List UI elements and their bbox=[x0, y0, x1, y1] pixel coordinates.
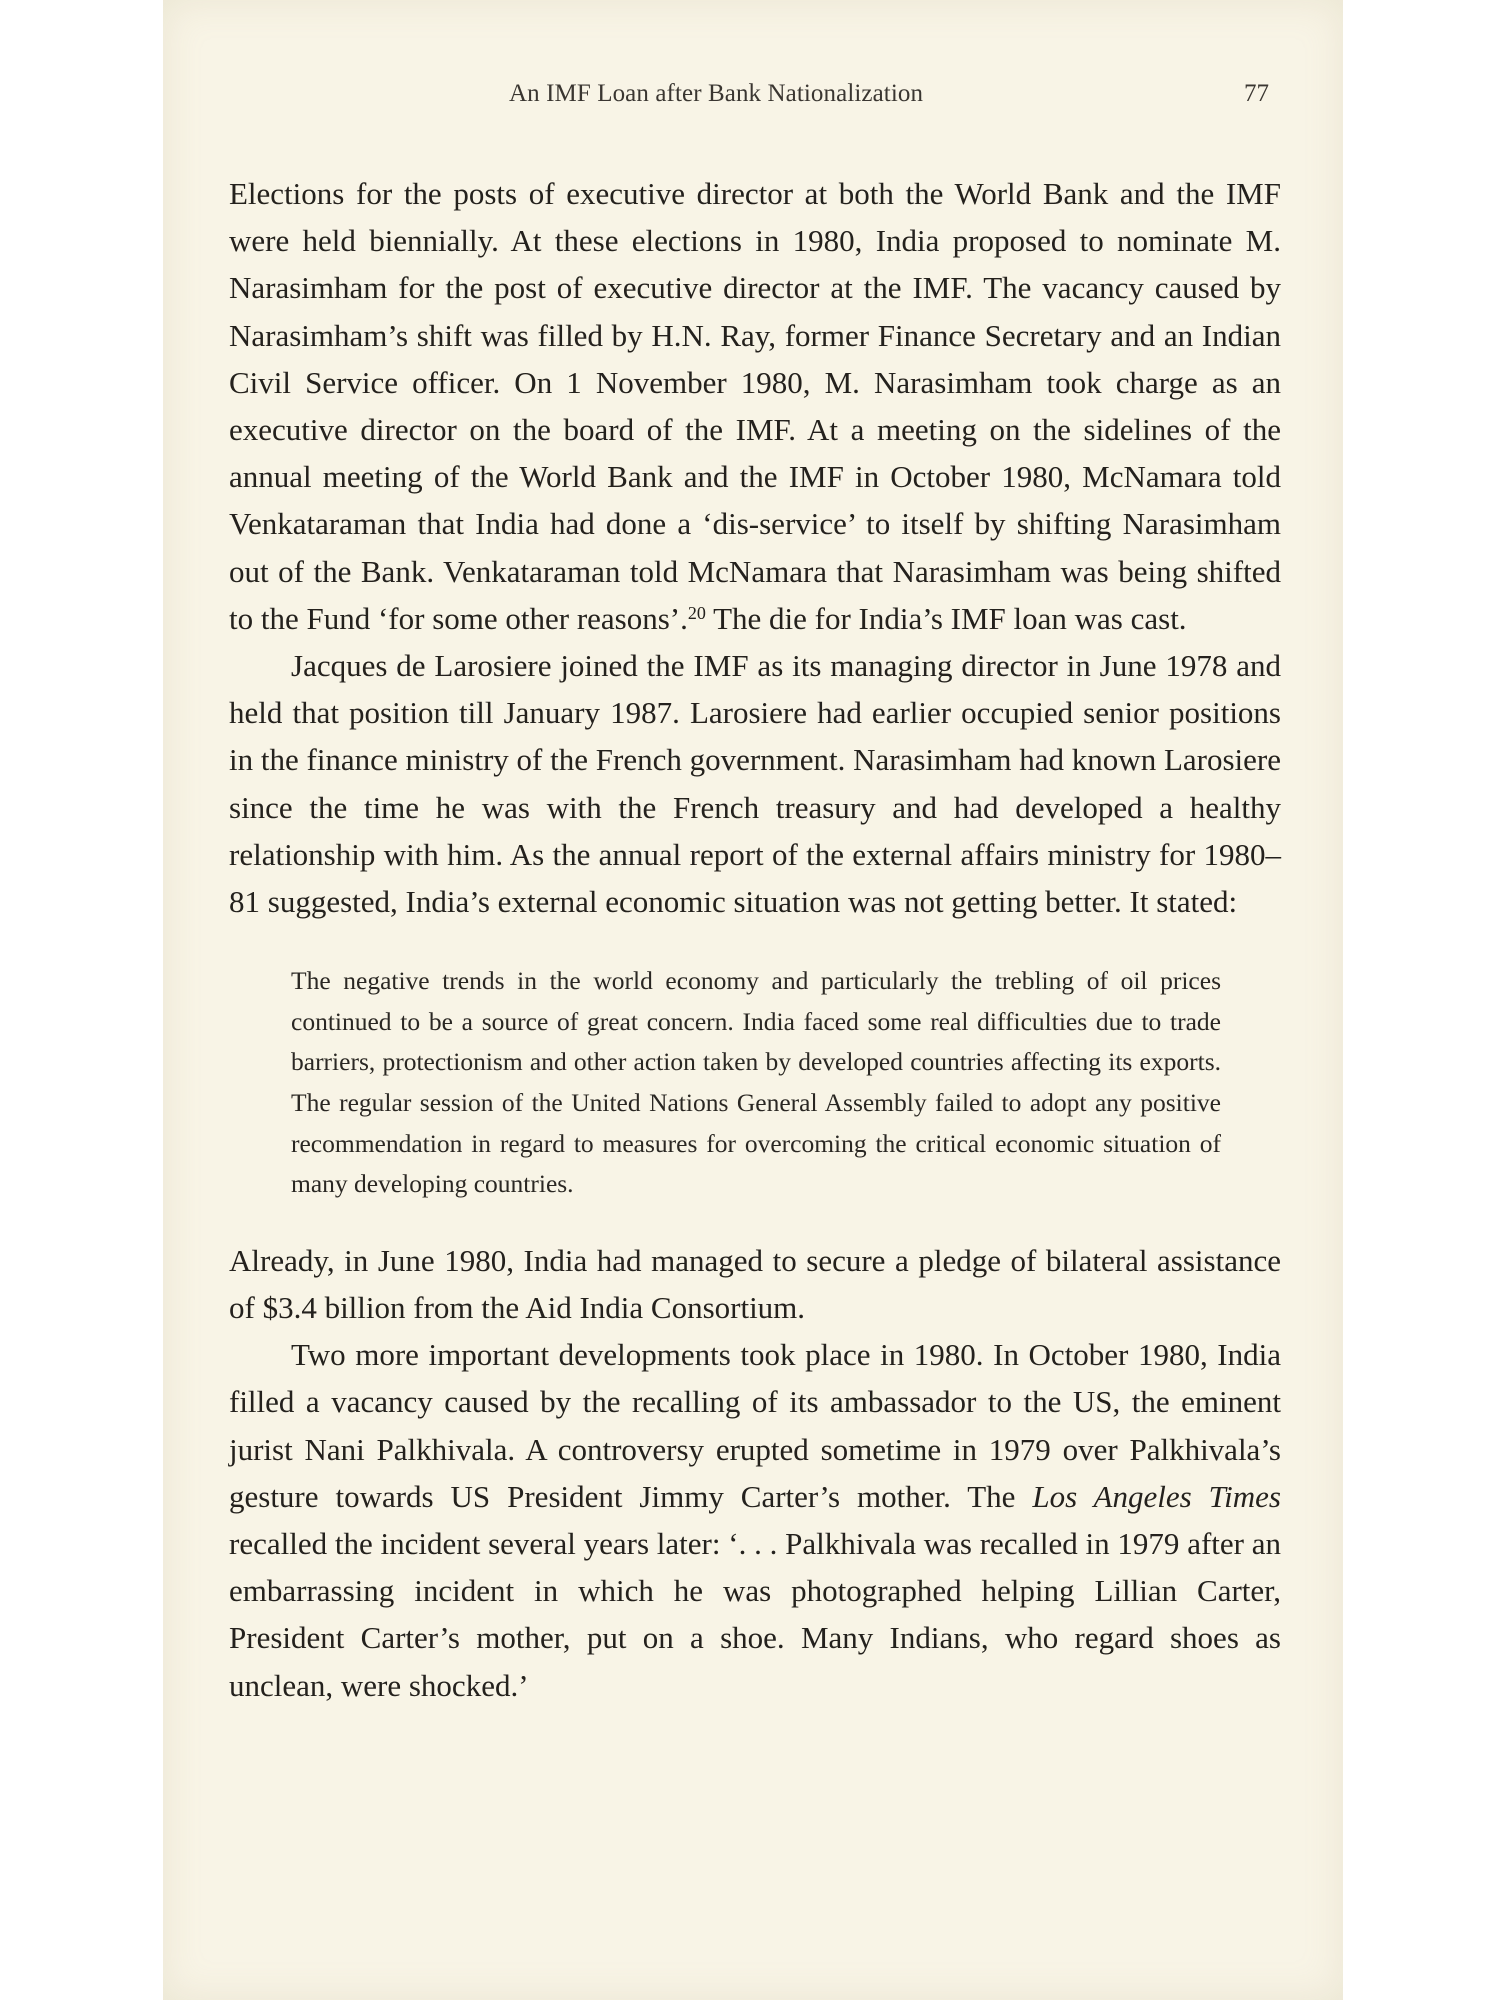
body-text bbox=[229, 170, 1281, 1709]
book-page bbox=[163, 0, 1343, 2000]
running-head bbox=[163, 80, 1343, 120]
block-quote: The negative trends in the world economy and particularly the trebling of oil prices continued to be a source of great concern. India faced some real difficulties due to trade barriers, protectionism and other action taken by developed countries affecting its exports. The regular session of the United Nations General Assembly failed to adopt any positive recommendation in regard to measures for overcoming the critical economic situation of many developing countries. bbox=[291, 966, 1221, 1199]
paragraph-1-text-end: The die for India’s IMF loan was cast. bbox=[705, 600, 1187, 636]
newspaper-title: Los Angeles Times bbox=[1032, 1478, 1281, 1514]
paragraph-4-text-end: recalled the incident several years later: ‘. . . Palkhivala was recalled in 1979 after an embarrassing incident in which he was photographed helping Lillian Carter, President Carter’s mother, put on a shoe. Many Indians, who regard shoes as unclean, were shocked.’ bbox=[229, 1526, 1281, 1703]
paragraph-4 bbox=[229, 1331, 1281, 1709]
paragraph-1-text: Elections for the posts of executive director at both the World Bank and the IMF were held biennially. At these elections in 1980, India proposed to nominate M. Narasimham for the post of executive director at the IMF. The vacancy caused by Narasimham’s shift was filled by H.N. Ray, former Finance Secretary and an Indian Civil Service officer. On 1 November 1980, M. Narasimham took charge as an executive director on the board of the IMF. At a meeting on the sidelines of the annual meeting of the World Bank and the IMF in October 1980, McNamara told Venkataraman that India had done a ‘dis-service’ to itself by shifting Narasimham out of the Bank. Venkataraman told McNamara that Narasimham was being shifted to the Fund ‘for some other reasons’. bbox=[229, 176, 1281, 636]
running-title: An IMF Loan after Bank Nationalization bbox=[509, 80, 924, 107]
paragraph-3: Already, in June 1980, India had managed to secure a pledge of bilateral assistance of $3.4 billion from the Aid India Consortium. bbox=[229, 1242, 1281, 1326]
page-number: 77 bbox=[1244, 80, 1269, 107]
footnote-ref-20: 20 bbox=[687, 602, 706, 623]
paragraph-2: Jacques de Larosiere joined the IMF as its managing director in June 1978 and held that position till January 1987. Larosiere had earlier occupied senior positions in the finance ministry of the French government. Narasimham had known Larosiere since the time he was with the French treasury and had developed a healthy relationship with him. As the annual report of the external affairs ministry for 1980–81 suggested, India’s external economic situation was not getting better. It stated: bbox=[229, 648, 1281, 920]
paragraph-4-text: Two more important developments took place in 1980. In October 1980, India filled a vacancy caused by the recalling of its ambassador to the US, the eminent jurist Nani Palkhivala. A controversy erupted sometime in 1979 over Palkhivala’s gesture towards US President Jimmy Carter’s mother. The bbox=[229, 1337, 1281, 1514]
paragraph-1 bbox=[229, 170, 1281, 642]
